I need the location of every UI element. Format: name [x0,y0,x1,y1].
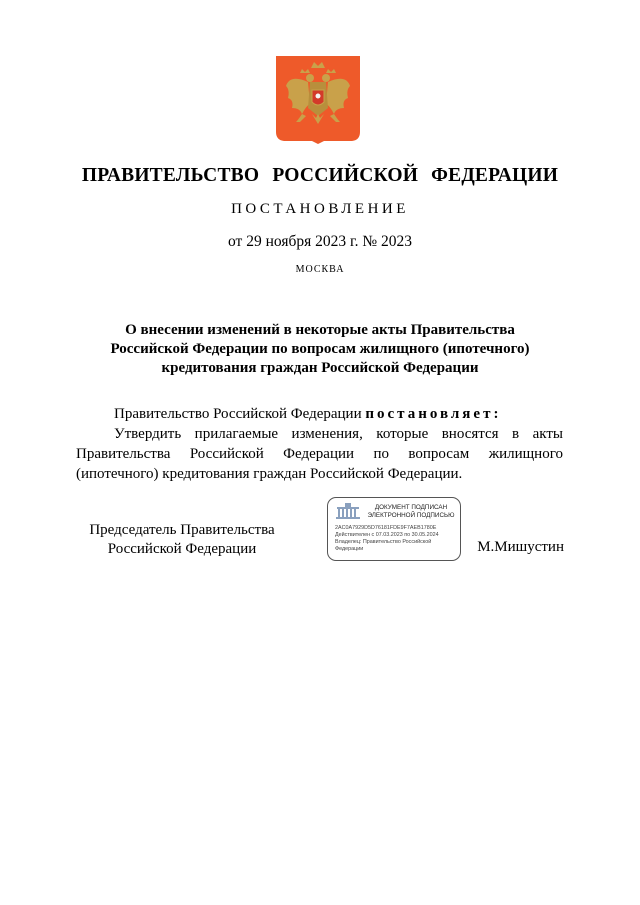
subject-line: О внесении изменений в некоторые акты Правительства [125,322,515,338]
decree-word: постановляет: [365,406,502,422]
stamp-title [364,504,458,520]
signer-position [76,521,288,559]
document-type: ПОСТАНОВЛЕНИЕ [231,201,409,217]
signer-position-line: Председатель Правительства [89,522,275,538]
signer-position-line: Российской Федерации [107,541,257,557]
decree-paragraph [76,424,563,484]
signer-name: М.Мишустин [477,539,564,555]
stamp-owner-line: Федерации [335,546,364,552]
document-subject [70,321,570,378]
decree-intro [76,404,563,424]
government-building-icon [335,503,361,519]
document-date: от 29 ноября 2023 г. № 2023 [228,233,412,250]
stamp-owner-line: Владелец: Правительство Российской [335,539,432,545]
electronic-signature-stamp [327,497,461,561]
stamp-details [335,525,439,553]
subject-line: Российской Федерации по вопросам жилищного (ипотечного) [110,341,530,357]
paragraph-line: Утвердить прилагаемые изменения, которые вносятся в акты [114,426,563,442]
paragraph-line: Правительства Российской Федерации по вопросам жилищного [76,446,563,462]
stamp-title-line: ЭЛЕКТРОННОЙ ПОДПИСЬЮ [367,512,455,519]
document-city: МОСКВА [295,264,345,275]
intro-prefix: Правительство Российской Федерации [114,406,366,422]
stamp-validity: Действителен с 07.03.2023 по 30.05.2024 [335,532,439,538]
paragraph-line: (ипотечного) кредитования граждан Российской Федерации. [76,466,463,482]
government-title: ПРАВИТЕЛЬСТВО РОССИЙСКОЙ ФЕДЕРАЦИИ [81,165,559,186]
coat-of-arms-icon [276,56,360,144]
stamp-title-line: ДОКУМЕНТ ПОДПИСАН [374,504,448,511]
subject-line: кредитования граждан Российской Федерации [161,360,479,376]
stamp-certificate: 2AC0A7929D5D76181FDE9F7AEB1780E [335,525,437,531]
